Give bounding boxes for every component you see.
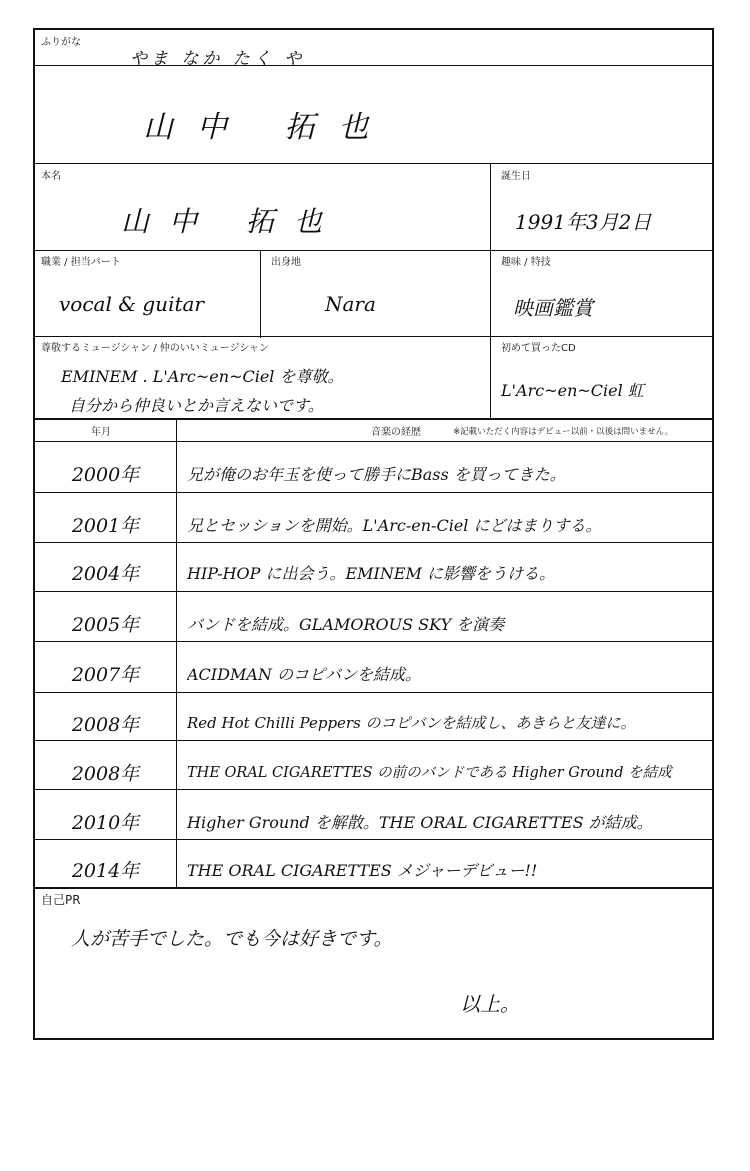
divider: [260, 250, 261, 338]
history-text: Red Hot Chilli Peppers のコピバンを結成し、あきらと友達に。: [187, 714, 636, 732]
divider: [35, 641, 712, 642]
divider: [35, 336, 712, 337]
history-year: 2000年: [71, 464, 140, 486]
profile-sheet: [33, 28, 714, 1040]
hobby-label: 趣味 / 特技: [501, 257, 551, 268]
respect-label: 尊敬するミュージシャン / 仲のいいミュージシャン: [41, 343, 270, 354]
divider: [35, 692, 712, 693]
honmyo-label: 本名: [41, 171, 61, 182]
divider: [35, 163, 712, 164]
divider: [35, 492, 712, 493]
history-text: 兄が俺のお年玉を使って勝手にBass を買ってきた。: [187, 465, 566, 484]
divider: [35, 441, 712, 442]
hometown-label: 出身地: [271, 257, 301, 268]
honmyo-value: 山中 拓也: [121, 205, 342, 238]
history-text: Higher Ground を解散。THE ORAL CIGARETTES が結成。: [187, 813, 653, 832]
history-year: 2004年: [71, 563, 140, 585]
history-note: ※記載いただく内容はデビュー以前・以後は問いません。: [453, 427, 674, 437]
history-column-divider: [176, 418, 177, 887]
furigana-label: ふりがな: [41, 37, 81, 48]
main-name: 山中 拓也: [143, 110, 393, 145]
respect-line-1: EMINEM . L'Arc~en~Ciel を尊敬。: [61, 367, 344, 386]
job-label: 職業 / 担当パート: [41, 257, 121, 268]
history-year: 2014年: [71, 860, 140, 882]
history-text: ACIDMAN のコピバンを結成。: [187, 665, 421, 684]
birthday-value: 1991年3月2日: [515, 210, 652, 234]
pr-label: 自己PR: [41, 893, 81, 907]
first-cd-label: 初めて買ったCD: [501, 343, 576, 354]
history-text-header: 音楽の経歴: [371, 427, 421, 438]
first-cd-value: L'Arc~en~Ciel 虹: [501, 381, 644, 400]
divider: [35, 418, 712, 420]
pr-text: 人が苦手でした。でも今は好きです。: [71, 928, 393, 950]
history-text: THE ORAL CIGARETTES の前のバンドである Higher Ground を結成: [187, 765, 672, 781]
history-year: 2007年: [71, 664, 140, 686]
divider: [35, 542, 712, 543]
history-year-header: 年月: [91, 427, 111, 438]
history-year: 2005年: [71, 614, 140, 636]
history-year: 2001年: [71, 515, 140, 537]
divider: [35, 250, 712, 251]
divider: [490, 336, 491, 420]
history-text: 兄とセッションを開始。L'Arc-en-Ciel にどはまりする。: [187, 516, 602, 535]
birthday-label: 誕生日: [501, 171, 531, 182]
job-value: vocal & guitar: [59, 292, 204, 316]
divider: [35, 839, 712, 840]
history-year: 2008年: [71, 763, 140, 785]
history-text: バンドを結成。GLAMOROUS SKY を演奏: [187, 615, 505, 634]
divider: [35, 887, 712, 889]
pr-closing: 以上。: [460, 992, 520, 1016]
divider: [35, 65, 712, 66]
history-year: 2010年: [71, 812, 140, 834]
history-year: 2008年: [71, 714, 140, 736]
divider: [35, 591, 712, 592]
hobby-value: 映画鑑賞: [513, 296, 593, 320]
furigana-value: やま なか たく や: [130, 49, 306, 69]
history-text: THE ORAL CIGARETTES メジャーデビュー!!: [187, 861, 538, 880]
divider: [35, 789, 712, 790]
respect-line-2: 自分から仲良いとか言えないです。: [69, 396, 324, 415]
history-text: HIP-HOP に出会う。EMINEM に影響をうける。: [187, 564, 556, 583]
hometown-value: Nara: [325, 292, 376, 316]
divider: [35, 740, 712, 741]
